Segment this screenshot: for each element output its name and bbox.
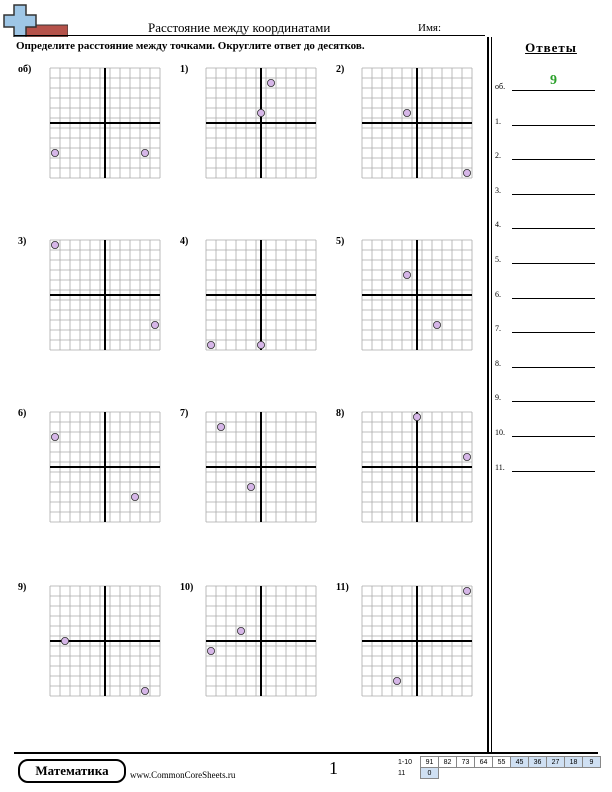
answer-row	[495, 421, 595, 437]
name-label: Имя:	[418, 22, 442, 34]
answer-row	[495, 179, 595, 195]
score-key-cell: 9	[583, 757, 601, 768]
score-key-cell: 0	[421, 768, 439, 779]
answer-blank[interactable]	[512, 436, 595, 437]
answer-row	[495, 248, 595, 264]
answer-value: 9	[550, 73, 557, 88]
answer-blank[interactable]	[512, 263, 595, 264]
answer-label: 5.	[495, 255, 501, 264]
score-key-cell: 45	[511, 757, 529, 768]
answer-blank[interactable]	[512, 194, 595, 195]
coordinate-grid	[358, 408, 476, 526]
plotted-point	[463, 169, 470, 176]
plotted-point	[403, 271, 410, 278]
worksheet-title: Расстояние между координатами	[148, 20, 331, 35]
answer-blank[interactable]	[512, 401, 595, 402]
answer-row	[495, 110, 595, 126]
coordinate-grid	[202, 64, 320, 182]
answer-label: 11.	[495, 462, 505, 472]
answer-label: 3.	[495, 185, 501, 195]
answer-blank[interactable]	[512, 125, 595, 126]
score-key-row	[398, 757, 601, 768]
answers-title: Ответы	[525, 40, 577, 55]
answer-blank[interactable]	[512, 332, 595, 333]
plotted-point	[413, 413, 420, 420]
coordinate-grid	[202, 582, 320, 700]
answer-label: об.	[495, 82, 506, 91]
coordinate-grid	[46, 408, 164, 526]
problem-label: 5)	[336, 236, 345, 247]
plotted-point	[393, 677, 400, 684]
coordinate-grid	[46, 236, 164, 354]
plotted-point	[131, 493, 138, 500]
score-key-cell: 27	[547, 757, 565, 768]
page-number: 1	[329, 758, 338, 778]
plotted-point	[403, 109, 410, 116]
plotted-point	[267, 79, 274, 86]
coordinate-grid	[202, 408, 320, 526]
problem-label: об)	[18, 64, 32, 75]
problem-label: 7)	[180, 408, 189, 419]
answer-row	[495, 386, 595, 402]
answer-row	[495, 352, 595, 368]
score-key-cell: 11	[398, 769, 406, 777]
problem-label: 1)	[180, 64, 189, 75]
plus-logo-icon	[2, 3, 68, 37]
answer-label: 10.	[495, 428, 505, 437]
answer-row	[495, 144, 595, 160]
plotted-point	[51, 433, 58, 440]
answer-row	[495, 456, 595, 472]
answer-label: 4.	[495, 220, 501, 230]
score-key-cell: 55	[493, 757, 511, 768]
plotted-point	[51, 241, 58, 248]
coordinate-grid	[358, 236, 476, 354]
plotted-point	[51, 149, 58, 156]
answer-column-border-inner	[491, 37, 492, 752]
plotted-point	[217, 423, 224, 430]
footer-divider	[14, 752, 598, 754]
plotted-point	[141, 149, 148, 156]
coordinate-grid	[46, 582, 164, 700]
site-url: www.CommonCoreSheets.ru	[130, 770, 236, 780]
problem-label: 11)	[336, 582, 349, 593]
answer-label: 6.	[495, 289, 501, 299]
problem-label: 3)	[18, 236, 27, 247]
plotted-point	[151, 321, 158, 328]
problem-label: 6)	[18, 408, 27, 419]
plotted-point	[141, 687, 148, 694]
answer-row	[495, 213, 595, 229]
answer-row	[495, 317, 595, 333]
answer-label: 1.	[495, 116, 501, 126]
header-divider	[14, 35, 485, 36]
answer-blank[interactable]	[512, 298, 595, 299]
score-key-cell: 64	[475, 757, 493, 768]
answer-label: 8.	[495, 358, 501, 368]
problem-label: 8)	[336, 408, 345, 419]
plotted-point	[433, 321, 440, 328]
answer-row	[495, 75, 595, 91]
score-key-row	[398, 768, 601, 779]
answer-row	[495, 283, 595, 299]
score-key-cell: 91	[421, 757, 439, 768]
problem-label: 2)	[336, 64, 345, 75]
coordinate-grid	[46, 64, 164, 182]
score-key-cell: 36	[529, 757, 547, 768]
brand-badge: Математика	[18, 759, 126, 783]
answer-blank[interactable]	[512, 367, 595, 368]
coordinate-grid	[358, 582, 476, 700]
answer-blank[interactable]	[512, 471, 595, 472]
plotted-point	[247, 483, 254, 490]
coordinate-grid	[202, 236, 320, 354]
plotted-point	[61, 637, 68, 644]
plotted-point	[207, 341, 214, 348]
score-key-cell: 18	[565, 757, 583, 768]
answer-label: 2.	[495, 151, 501, 161]
answer-label: 9.	[495, 393, 501, 403]
coordinate-grid	[358, 64, 476, 182]
plotted-point	[463, 587, 470, 594]
score-key-cell: 82	[439, 757, 457, 768]
score-key	[398, 756, 601, 779]
problem-label: 9)	[18, 582, 27, 593]
problem-label: 10)	[180, 582, 194, 593]
answer-blank[interactable]	[512, 90, 595, 91]
instructions: Определите расстояние между точками. Округлите ответ до десятков.	[16, 40, 365, 52]
answer-label: 7.	[495, 324, 501, 334]
plotted-point	[257, 109, 264, 116]
answer-blank[interactable]	[512, 228, 595, 229]
answer-column-border	[487, 37, 489, 752]
plotted-point	[237, 627, 244, 634]
score-key-cell: 1-10	[398, 758, 413, 766]
plotted-point	[463, 453, 470, 460]
plotted-point	[207, 647, 214, 654]
problem-label: 4)	[180, 236, 189, 247]
answer-blank[interactable]	[512, 159, 595, 160]
score-key-cell: 73	[457, 757, 475, 768]
plotted-point	[257, 341, 264, 348]
